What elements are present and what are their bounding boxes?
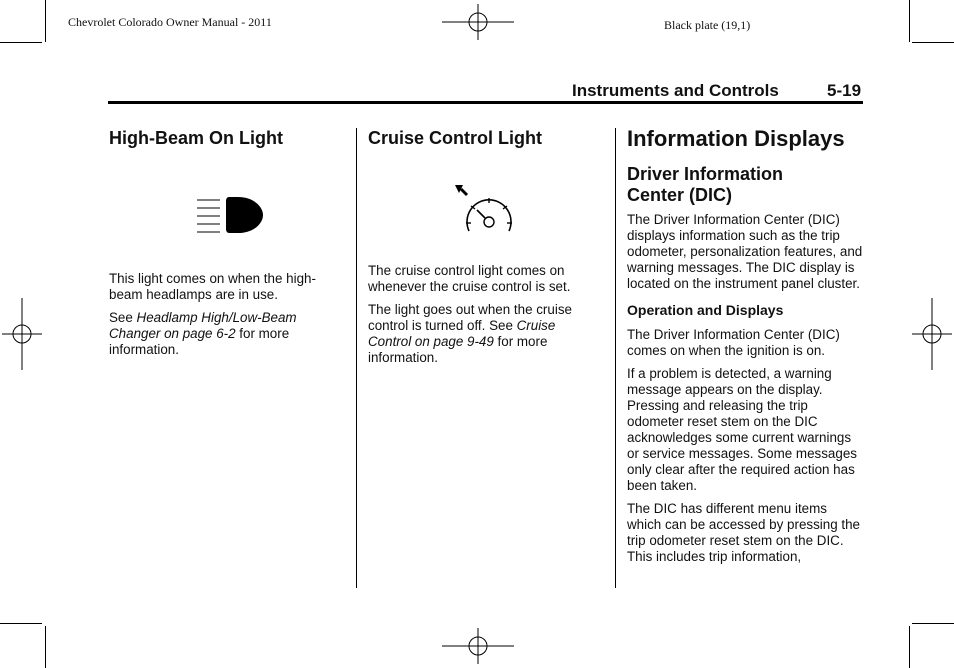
cruise-control-heading: Cruise Control Light — [368, 128, 542, 148]
see-suffix: for more information. — [109, 326, 290, 357]
see-prefix: See — [109, 310, 137, 325]
column-divider-1 — [356, 128, 357, 588]
registration-mark-right — [912, 298, 952, 370]
high-beam-icon — [196, 193, 264, 237]
column-high-beam — [109, 127, 337, 358]
dic-warning-text: If a problem is detected, a warning message appears on the display. Pressing and releasing the trip odometer reset stem on the DIC acknowledges some current warnings or service messages. Some messages only clear after the required action has been taken. — [627, 366, 857, 493]
dic-ignition-text: The Driver Information Center (DIC) comes on when the ignition is on. — [627, 327, 840, 358]
cruise-control-icon — [451, 183, 521, 241]
high-beam-description: This light comes on when the high-beam headlamps are in use. — [109, 271, 316, 302]
note-suffix: for more information. — [368, 334, 548, 365]
registration-mark-left — [2, 298, 42, 370]
dic-intro: The Driver Information Center (DIC) displays information such as the trip odometer, personalization features, and warning messages. The DIC display is located on the instrument panel cluster. — [627, 212, 863, 291]
high-beam-heading: High-Beam On Light — [109, 128, 283, 148]
registration-mark-bottom — [442, 628, 514, 664]
print-meta-title: Chevrolet Colorado Owner Manual - 2011 — [68, 15, 272, 29]
operation-heading: Operation and Displays — [627, 302, 784, 318]
column-cruise-control — [368, 127, 598, 366]
dic-menu-text: The DIC has different menu items which can be accessed by pressing the trip odometer reset stem on the DIC. This includes trip information, — [627, 501, 860, 564]
header-rule — [108, 101, 863, 104]
section-title: Instruments and Controls — [572, 81, 779, 100]
print-meta-plate: Black plate (19,1) — [664, 18, 751, 32]
dic-subtitle: Driver Information Center (DIC) — [627, 164, 784, 205]
column-divider-2 — [615, 128, 616, 588]
cruise-control-link[interactable]: Cruise Control on page 9-49 — [368, 318, 556, 349]
information-displays-title: Information Displays — [627, 126, 845, 151]
page-number: 5-19 — [827, 81, 862, 100]
note-prefix: The light goes out when the cruise control is turned off. See — [368, 302, 572, 333]
column-information-displays — [627, 126, 863, 565]
high-beam-see-also — [109, 310, 337, 358]
cruise-control-off-note — [368, 302, 598, 366]
headlamp-changer-link[interactable]: Headlamp High/Low-Beam Changer on page 6-2 — [109, 310, 297, 341]
cruise-control-description: The cruise control light comes on whenever the cruise control is set. — [368, 263, 571, 294]
registration-mark-top — [442, 4, 514, 40]
